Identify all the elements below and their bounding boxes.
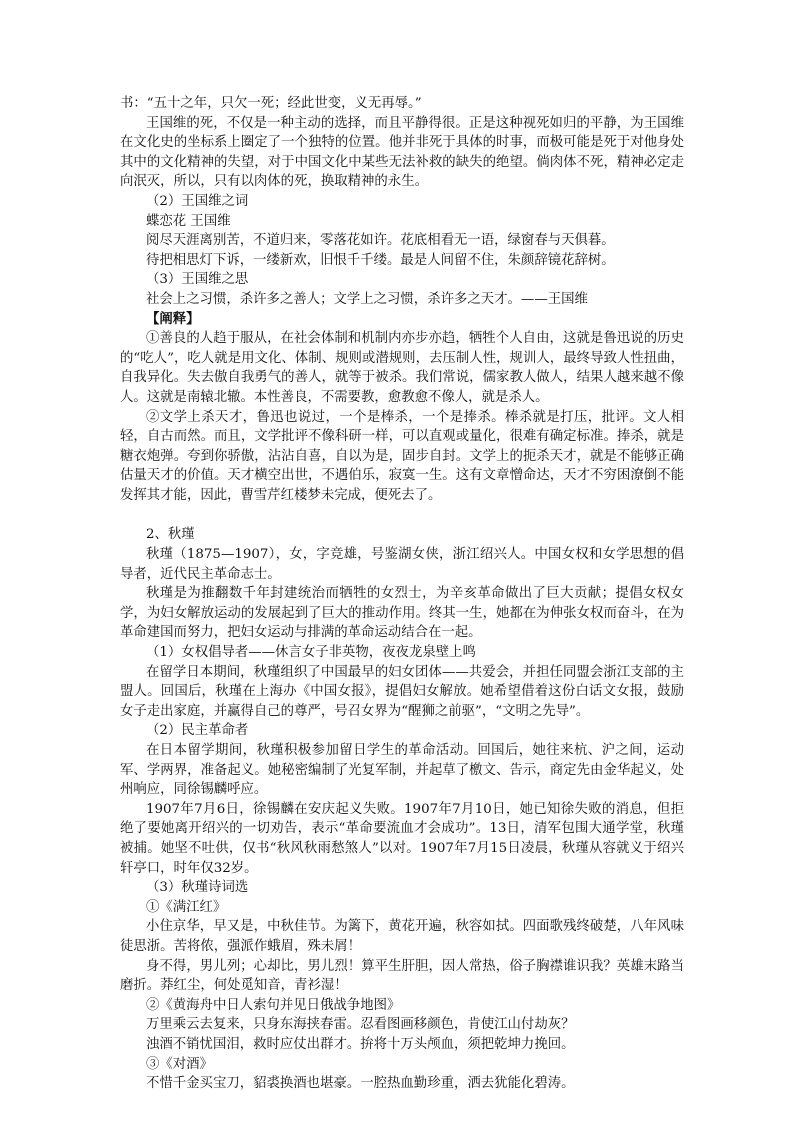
section-heading: （2）王国维之词 (146, 193, 249, 209)
poem-line: 浊酒不销忧国泪，救时应仗出群才。拚将十万头颅血，须把乾坤力挽回。 (146, 1036, 575, 1052)
poem-title: ①《满江红》 (146, 899, 227, 915)
paragraph: 书：“五十之年，只欠一死；经此世变，义无再辱。” (120, 96, 422, 111)
section-heading: （3）秋瑾诗词选 (146, 880, 249, 896)
paragraph: 秋瑾（1875—1907），女，字竞雄，号鉴湖女侠，浙江绍兴人。中国女权和女学思想的倡导者，近代民主革命志士。 (120, 547, 684, 582)
explanation-heading: 【阐释】 (146, 310, 200, 327)
poem-title: ②《黄海舟中日人索句并见日俄战争地图》 (146, 997, 401, 1013)
section-heading: （3）王国维之思 (146, 272, 249, 288)
paragraph: ①善良的人趋于服从，在社会体制和机制内亦步亦趋，牺牲个人自由，这就是鲁迅说的历史的“吃人”，吃人就是用文化、体制、规则或潜规则，去压制人性，规训人，最终导致人性扭曲，自我异化。失去傲自我勇气的善人，就等于被杀。我们常说，儒家教人做人，结果人越来越不像人。这就是南辕北辙。本性善良，不需要教，愈教愈不像人，就是杀人。 (120, 331, 684, 405)
paragraph: 秋瑾是为推翻数千年封建统治而牺牲的女烈士，为辛亥革命做出了巨大贡献；提倡女权女学，为妇女解放运动的发展起到了巨大的推动作用。终其一生，她都在为伸张女权而奋斗，在为革命建国而努力，把妇女运动与排满的革命运动结合在一起。 (120, 586, 684, 641)
poem-line: 万里乘云去复来，只身东海挟春雷。忍看图画移颜色，肯使江山付劫灰？ (146, 1017, 575, 1033)
paragraph: 王国维的死，不仅是一种主动的选择，而且平静得很。正是这种视死如归的平静，为王国维在文化史的坐标系上圈定了一个独特的位置。他并非死于具体的时事，而极可能是死于对他身处其中的文化精神的失望，对于中国文化中某些无法补救的缺失的绝望。倘肉体不死，精神必定走向泯灭，所以，只有以肉体的死，换取精神的永生。 (120, 115, 684, 190)
poem-line: 小住京华，早又是，中秋佳节。为篱下，黄花开遍，秋容如拭。四面歌残终破楚，八年风味徒思浙。苦将侬，强派作蛾眉，殊未屑！ (120, 919, 684, 954)
section-heading: （2）民主革命者 (146, 723, 249, 739)
paragraph: ②文学上杀天才，鲁迅也说过，一个是棒杀，一个是捧杀。棒杀就是打压，批评。文人相轻，自古而然。而且，文学批评不像科研一样，可以直观或量化，很难有确定标准。捧杀，就是糖衣炮弹。夸到你骄傲，沾沾自喜，自以为是，固步自封。文学上的扼杀天才，就是不能够正确估量天才的价值。天才横空出世，不遇伯乐，寂寞一生。这有文章憎命达，天才不穷困潦倒不能发挥其才能，因此，曹雪芹红楼梦未完成，便死去了。 (120, 409, 684, 503)
paragraph: 1907年7月6日，徐锡麟在安庆起义失败。1907年7月10日，她已知徐失败的消息，但拒绝了要她离开绍兴的一切劝告，表示“革命要流血才会成功”。13日，清军包围大通学堂，秋瑾被捕。她坚不吐供，仅书“秋风秋雨愁煞人”以对。1907年7月15日凌晨，秋瑾从容就义于绍兴轩亭口，时年仅32岁。 (120, 801, 684, 876)
poem-line: 待把相思灯下诉，一缕新欢，旧恨千千缕。最是人间留不住，朱颜辞镜花辞树。 (146, 252, 615, 268)
section-heading: 2、秋瑾 (146, 527, 195, 543)
paragraph: 在留学日本期间，秋瑾组织了中国最早的妇女团体——共爱会，并担任同盟会浙江支部的主盟人。回国后，秋瑾在上海办《中国女报》，提倡妇女解放。她希望借着这份白话文女报，鼓励女子走出家庭，并赢得自己的尊严，号召女界为“醒狮之前驱”，“文明之先导”。 (120, 664, 684, 719)
poem-line: 阅尽天涯离别苦，不道归来，零落花如许。花底相看无一语，绿窗春与天俱暮。 (146, 233, 615, 249)
paragraph: 在日本留学期间，秋瑾积极参加留日学生的革命活动。回国后，她往来杭、沪之间，运动军、学两界，准备起义。她秘密编制了光复军制，并起草了檄文、告示，商定先由金华起义，处州响应，同徐锡麟呼应。 (120, 743, 684, 798)
poem-title: ③《对酒》 (146, 1056, 213, 1072)
poem-title: 蝶恋花 王国维 (146, 213, 231, 229)
section-heading: （1）女权倡导者——休言女子非英物，夜夜龙泉壁上鸣 (146, 645, 476, 661)
poem-line: 不惜千金买宝刀，貂裘换酒也堪豪。一腔热血勤珍重，洒去犹能化碧涛。 (146, 1076, 575, 1092)
quote-line: 社会上之习惯，杀许多之善人；文学上之习惯，杀许多之天才。——王国维 (146, 291, 588, 307)
blank-line (120, 505, 684, 525)
poem-line: 身不得，男儿列；心却比，男儿烈！算平生肝胆，因人常热，俗子胸襟谁识我？英雄末路当磨折。莽红尘，何处觅知音，青衫湿！ (120, 958, 684, 994)
